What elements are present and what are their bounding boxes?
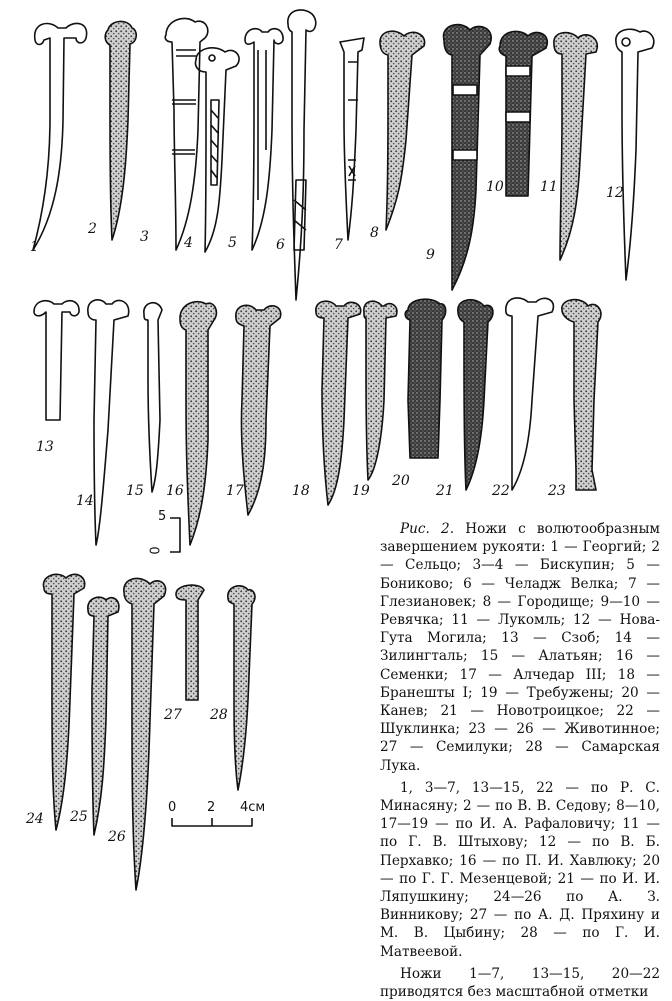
knife-18 [316, 301, 361, 505]
knife-number-9: 9 [426, 247, 435, 263]
knife-number-22: 22 [492, 483, 510, 499]
knife-24 [43, 574, 84, 830]
knife-number-7: 7 [334, 237, 343, 253]
knife-9 [444, 25, 492, 290]
knife-number-13: 13 [36, 439, 54, 455]
knife-22 [506, 298, 554, 490]
knife-21 [458, 300, 493, 490]
knife-number-25: 25 [70, 809, 88, 825]
knife-number-10: 10 [486, 179, 504, 195]
knife-number-16: 16 [166, 483, 184, 499]
knife-number-4: 4 [184, 235, 193, 251]
knife-number-20: 20 [392, 473, 410, 489]
knife-7 [340, 38, 364, 240]
scale-main-label-2: 2 [207, 800, 216, 815]
scale-bar-main [172, 818, 252, 826]
knife-number-26: 26 [108, 829, 126, 845]
knife-3 [165, 18, 208, 250]
knife-number-14: 14 [76, 493, 94, 509]
knife-15 [144, 303, 162, 492]
knife-number-12: 12 [606, 185, 624, 201]
caption-title: Ножи с волютообразным завершением рукояти: [380, 521, 660, 556]
knife-28 [228, 586, 255, 790]
scale-main-label-4: 4см [240, 800, 266, 815]
knife-number-24: 24 [26, 811, 44, 827]
knife-1 [33, 23, 87, 250]
scale-bar-small [170, 518, 180, 552]
knife-number-28: 28 [210, 707, 228, 723]
knife-26 [124, 578, 166, 890]
knife-number-19: 19 [352, 483, 370, 499]
knife-number-11: 11 [540, 179, 558, 195]
knife-19 [364, 301, 397, 480]
knife-20 [405, 299, 445, 458]
caption-main [380, 520, 660, 775]
knife-number-27: 27 [164, 707, 182, 723]
knife-16 [180, 302, 216, 545]
figure-caption [380, 520, 660, 1001]
knife-number-23: 23 [548, 483, 566, 499]
knife-11 [554, 33, 597, 260]
caption-note: Ножи 1—7, 13—15, 20—22 приводятся без масштабной отметки [380, 965, 660, 1001]
knife-5 [245, 29, 285, 253]
knife-number-17: 17 [226, 483, 244, 499]
knife-number-21: 21 [436, 483, 454, 499]
knife-number-8: 8 [370, 225, 379, 241]
knife-number-18: 18 [292, 483, 310, 499]
caption-sources: 1, 3—7, 13—15, 22 — по Р. С. Минасяну; 2 — по В. В. Седову; 8—10, 17—19 — по И. А. Рафаловичу; 11 — по Г. В. Штыхову; 12 — по В. Б. Перхавко; 16 — по П. И. Хавлюку; 20 — по Г. Г. Мезенцевой; 21 — по И. И. Ляпушкину; 24—26 по А. З. Винникову; 27 — по А. Д. Пряхину и М. В. Цыбину; 28 — по Г. И. Матвеевой. [380, 779, 660, 960]
knife-number-6: 6 [276, 237, 285, 253]
scale-small-bottom-label: 0 [148, 546, 164, 555]
knife-14 [88, 300, 129, 545]
knife-10 [499, 31, 547, 196]
scale-main-label-0: 0 [168, 800, 177, 815]
knife-number-5: 5 [228, 235, 237, 251]
knife-25 [88, 597, 119, 835]
caption-legend: 1 — Георгий; 2 — Сельцо; 3—4 — Бискупин; 5 — Бониково; 6 — Челадж Велка; 7 — Глезиановек; 8 — Городище; 9—10 — Ревячка; 11 — Лукомль; 12 — Нова-Гута Могила; 13 — Сзоб; 14 — Зилингталь; 15 — Алатьян; 16 — Семенки; 17 — Алчедар III; 18 — Бранешты I; 19 — Требужены; 20 — Канев; 21 — Новотроицкое; 22 — Шуклинка; 23 — 26 — Животинное; 27 — Семилуки; 28 — Самарская Лука. [380, 539, 660, 774]
knife-8 [380, 31, 425, 230]
knife-number-2: 2 [88, 221, 97, 237]
knife-4 [195, 48, 239, 252]
knife-12 [616, 29, 654, 280]
knife-6 [288, 10, 316, 300]
knife-2 [105, 21, 136, 240]
knife-number-15: 15 [126, 483, 144, 499]
knife-number-1: 1 [30, 239, 39, 255]
knife-23 [562, 300, 601, 490]
scale-small-top-label: 5 [158, 509, 167, 524]
knife-27 [176, 585, 204, 700]
knife-number-3: 3 [140, 229, 149, 245]
knife-13 [34, 301, 79, 420]
caption-label: Рис. 2. [400, 521, 455, 537]
